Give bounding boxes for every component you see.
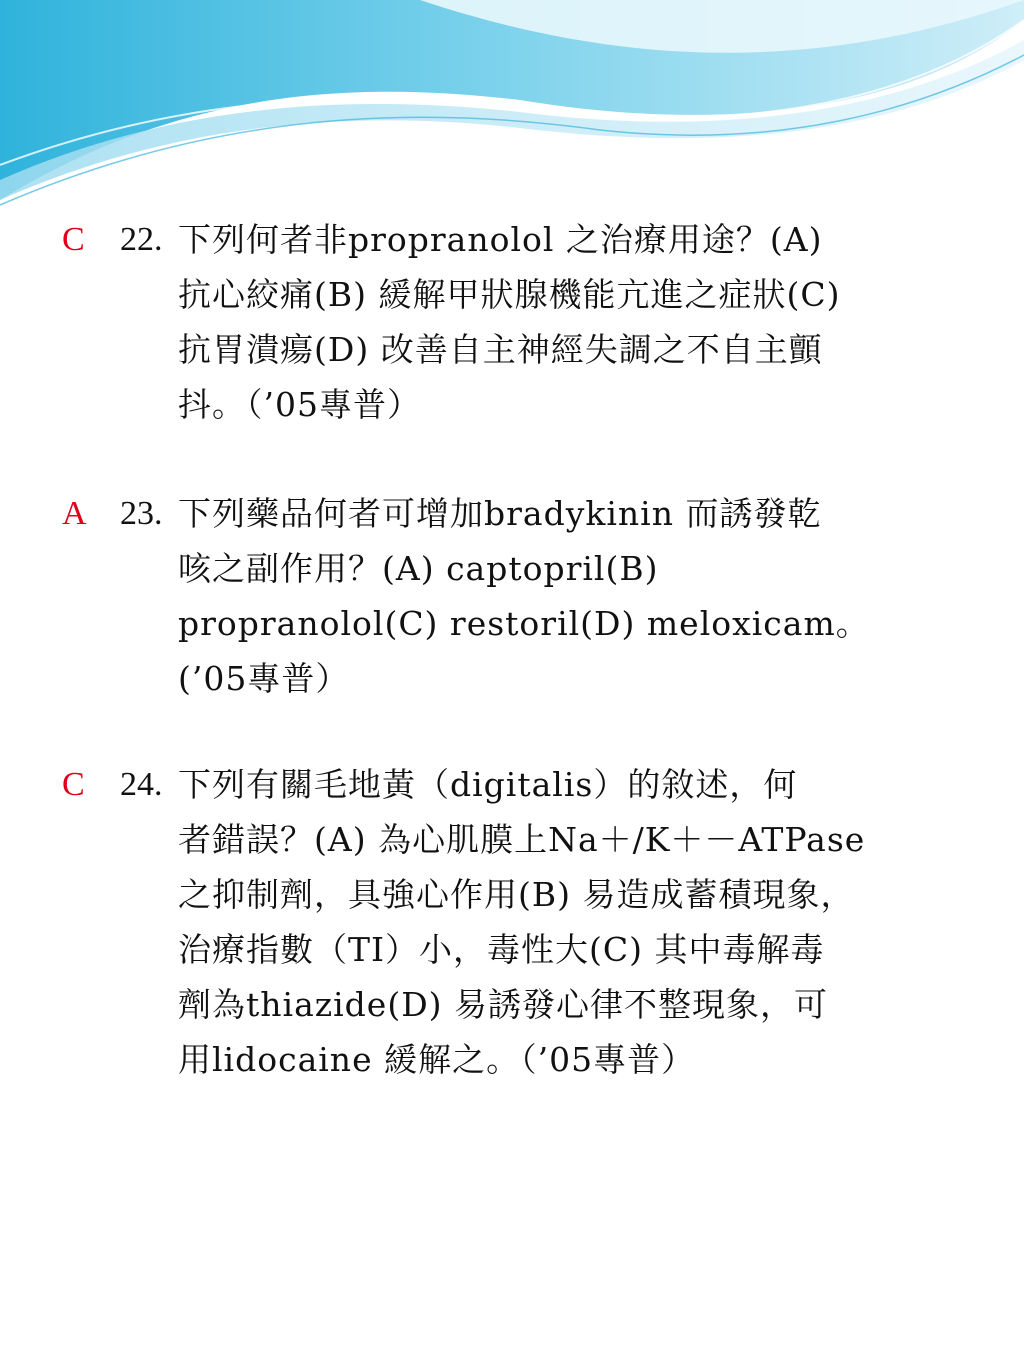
question-text-line: (’05專普） xyxy=(178,659,350,698)
question-text-line: 下列何者非propranolol 之治療用途？(A) xyxy=(178,220,823,259)
question-text-line: 用lidocaine 緩解之。（’05專普） xyxy=(178,1040,696,1079)
question-text-line: 抖。（’05專普） xyxy=(178,385,421,424)
question-text-line: 下列藥品何者可增加bradykinin 而誘發乾 xyxy=(178,494,822,533)
question-text-line: 下列有關毛地黃（digitalis）的敘述，何 xyxy=(178,765,798,804)
question-number: 23. xyxy=(120,495,163,532)
question-text-line: 治療指數（TI）小，毒性大(C) 其中毒解毒 xyxy=(178,930,825,969)
question-text-line: 者錯誤？(A) 為心肌膜上Na＋/K＋－ATPase xyxy=(178,820,866,859)
question-number: 22. xyxy=(120,221,163,258)
question-number: 24. xyxy=(120,766,163,803)
question-text-line: 咳之副作用？(A) captopril(B) xyxy=(178,549,659,588)
answer-key: C xyxy=(62,221,85,258)
answer-key: A xyxy=(62,495,87,532)
header-wave-decoration xyxy=(0,0,1024,220)
question-text-line: 抗胃潰瘍(D) 改善自主神經失調之不自主顫 xyxy=(178,330,823,369)
question-text-line: 之抑制劑，具強心作用(B) 易造成蓄積現象， xyxy=(178,875,855,914)
answer-key: C xyxy=(62,766,85,803)
question-text-line: 抗心絞痛(B) 緩解甲狀腺機能亢進之症狀(C) xyxy=(178,275,841,314)
question-text-line: propranolol(C) restoril(D) meloxicam。 xyxy=(178,604,870,643)
question-text-line: 劑為thiazide(D) 易誘發心律不整現象，可 xyxy=(178,985,829,1024)
